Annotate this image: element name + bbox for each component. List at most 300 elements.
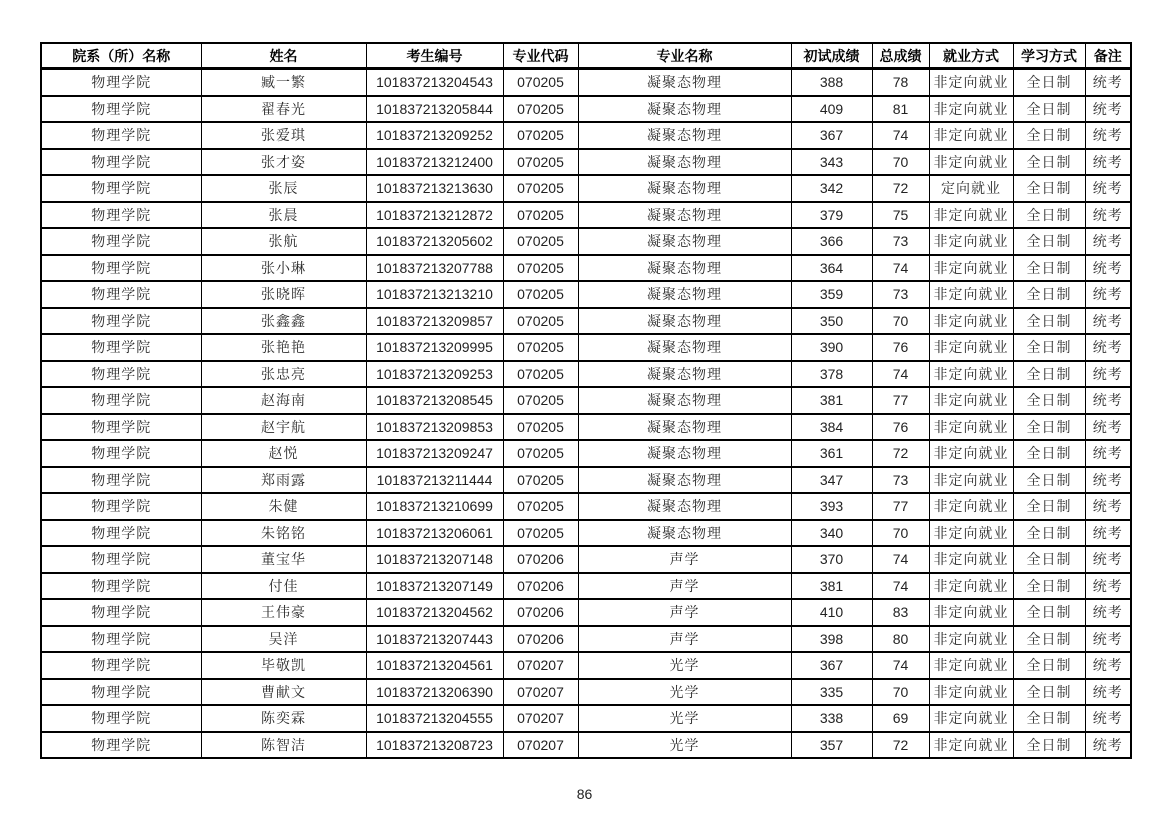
- table-cell: 光学: [578, 652, 791, 679]
- table-cell: 非定向就业: [929, 202, 1013, 229]
- table-cell: 80: [872, 626, 929, 653]
- table-cell: 070206: [503, 599, 578, 626]
- table-cell: 非定向就业: [929, 334, 1013, 361]
- table-row: [41, 69, 1131, 96]
- table-cell: 陈智洁: [201, 732, 366, 759]
- table-cell: 非定向就业: [929, 361, 1013, 388]
- table-cell: 101837213209995: [366, 334, 503, 361]
- table-row: [41, 679, 1131, 706]
- table-cell: 367: [791, 122, 872, 149]
- table-cell: 101837213209857: [366, 308, 503, 335]
- table-row: [41, 520, 1131, 547]
- table-cell: 物理学院: [41, 387, 201, 414]
- table-cell: 101837213207788: [366, 255, 503, 282]
- table-cell: 101837213207443: [366, 626, 503, 653]
- table-cell: 凝聚态物理: [578, 493, 791, 520]
- table-cell: 070207: [503, 705, 578, 732]
- table-cell: 070205: [503, 520, 578, 547]
- table-cell: 声学: [578, 599, 791, 626]
- table-cell: 357: [791, 732, 872, 759]
- table-cell: 070205: [503, 69, 578, 96]
- table-cell: 统考: [1085, 149, 1131, 176]
- table-cell: 物理学院: [41, 149, 201, 176]
- table-cell: 凝聚态物理: [578, 414, 791, 441]
- table-cell: 77: [872, 387, 929, 414]
- table-cell: 声学: [578, 626, 791, 653]
- table-cell: 凝聚态物理: [578, 361, 791, 388]
- table-cell: 74: [872, 255, 929, 282]
- table-cell: 101837213212872: [366, 202, 503, 229]
- table-cell: 付佳: [201, 573, 366, 600]
- table-cell: 76: [872, 414, 929, 441]
- table-row: [41, 281, 1131, 308]
- table-cell: 非定向就业: [929, 467, 1013, 494]
- table-cell: 物理学院: [41, 228, 201, 255]
- table-cell: 全日制: [1013, 228, 1085, 255]
- table-row: [41, 705, 1131, 732]
- table-cell: 全日制: [1013, 414, 1085, 441]
- table-cell: 364: [791, 255, 872, 282]
- table-cell: 张爱琪: [201, 122, 366, 149]
- table-cell: 78: [872, 69, 929, 96]
- table-cell: 070205: [503, 361, 578, 388]
- table-cell: 070205: [503, 440, 578, 467]
- table-cell: 张辰: [201, 175, 366, 202]
- table-cell: 张才姿: [201, 149, 366, 176]
- table-cell: 70: [872, 679, 929, 706]
- table-cell: 统考: [1085, 626, 1131, 653]
- table-cell: 101837213206390: [366, 679, 503, 706]
- table-cell: 全日制: [1013, 467, 1085, 494]
- table-cell: 74: [872, 546, 929, 573]
- table-cell: 070205: [503, 255, 578, 282]
- table-cell: 381: [791, 573, 872, 600]
- table-cell: 张晓晖: [201, 281, 366, 308]
- table-cell: 73: [872, 281, 929, 308]
- table-cell: 吴洋: [201, 626, 366, 653]
- table-cell: 非定向就业: [929, 414, 1013, 441]
- table-cell: 全日制: [1013, 440, 1085, 467]
- table-cell: 统考: [1085, 546, 1131, 573]
- table-cell: 72: [872, 175, 929, 202]
- admissions-table: [40, 42, 1132, 759]
- table-row: [41, 414, 1131, 441]
- table-cell: 非定向就业: [929, 387, 1013, 414]
- table-cell: 凝聚态物理: [578, 228, 791, 255]
- table-header: [41, 43, 1131, 69]
- table-cell: 390: [791, 334, 872, 361]
- column-header: 总成绩: [872, 43, 929, 69]
- table-cell: 非定向就业: [929, 599, 1013, 626]
- table-cell: 70: [872, 308, 929, 335]
- table-cell: 朱铭铭: [201, 520, 366, 547]
- table-cell: 070205: [503, 122, 578, 149]
- table-cell: 物理学院: [41, 255, 201, 282]
- table-cell: 350: [791, 308, 872, 335]
- table-cell: 物理学院: [41, 96, 201, 123]
- table-cell: 全日制: [1013, 69, 1085, 96]
- table-cell: 全日制: [1013, 705, 1085, 732]
- table-cell: 郑雨露: [201, 467, 366, 494]
- table-cell: 物理学院: [41, 467, 201, 494]
- table-cell: 董宝华: [201, 546, 366, 573]
- table-cell: 统考: [1085, 175, 1131, 202]
- table-cell: 74: [872, 573, 929, 600]
- table-cell: 070205: [503, 228, 578, 255]
- table-cell: 张晨: [201, 202, 366, 229]
- table-cell: 赵海南: [201, 387, 366, 414]
- table-cell: 曹献文: [201, 679, 366, 706]
- table-cell: 赵宇航: [201, 414, 366, 441]
- table-row: [41, 228, 1131, 255]
- table-cell: 朱健: [201, 493, 366, 520]
- table-cell: 统考: [1085, 255, 1131, 282]
- table-row: [41, 626, 1131, 653]
- table-row: [41, 546, 1131, 573]
- table-cell: 统考: [1085, 573, 1131, 600]
- table-cell: 统考: [1085, 334, 1131, 361]
- header-row: [41, 43, 1131, 69]
- table-cell: 70: [872, 520, 929, 547]
- table-cell: 统考: [1085, 202, 1131, 229]
- table-row: [41, 202, 1131, 229]
- table-cell: 赵悦: [201, 440, 366, 467]
- table-cell: 物理学院: [41, 732, 201, 759]
- table-cell: 74: [872, 652, 929, 679]
- table-cell: 101837213207148: [366, 546, 503, 573]
- table-cell: 101837213206061: [366, 520, 503, 547]
- table-cell: 统考: [1085, 732, 1131, 759]
- column-header: 学习方式: [1013, 43, 1085, 69]
- table-cell: 物理学院: [41, 599, 201, 626]
- table-cell: 非定向就业: [929, 573, 1013, 600]
- table-cell: 非定向就业: [929, 255, 1013, 282]
- table-cell: 统考: [1085, 705, 1131, 732]
- table-cell: 全日制: [1013, 626, 1085, 653]
- table-cell: 070205: [503, 467, 578, 494]
- table-cell: 370: [791, 546, 872, 573]
- table-cell: 全日制: [1013, 255, 1085, 282]
- table-row: [41, 599, 1131, 626]
- table-cell: 物理学院: [41, 175, 201, 202]
- table-row: [41, 122, 1131, 149]
- table-cell: 定向就业: [929, 175, 1013, 202]
- table-cell: 338: [791, 705, 872, 732]
- table-cell: 72: [872, 732, 929, 759]
- table-cell: 物理学院: [41, 334, 201, 361]
- table-cell: 统考: [1085, 440, 1131, 467]
- table-cell: 统考: [1085, 387, 1131, 414]
- table-cell: 声学: [578, 573, 791, 600]
- table-cell: 光学: [578, 679, 791, 706]
- table-cell: 凝聚态物理: [578, 202, 791, 229]
- table-cell: 101837213208545: [366, 387, 503, 414]
- table-cell: 全日制: [1013, 493, 1085, 520]
- table-cell: 全日制: [1013, 546, 1085, 573]
- table-cell: 统考: [1085, 308, 1131, 335]
- table-cell: 统考: [1085, 228, 1131, 255]
- table-cell: 物理学院: [41, 202, 201, 229]
- table-cell: 379: [791, 202, 872, 229]
- table-cell: 物理学院: [41, 414, 201, 441]
- table-cell: 张小琳: [201, 255, 366, 282]
- table-cell: 统考: [1085, 414, 1131, 441]
- table-cell: 全日制: [1013, 652, 1085, 679]
- table-cell: 全日制: [1013, 308, 1085, 335]
- table-cell: 070205: [503, 387, 578, 414]
- table-cell: 75: [872, 202, 929, 229]
- table-cell: 101837213204561: [366, 652, 503, 679]
- table-cell: 388: [791, 69, 872, 96]
- table-cell: 384: [791, 414, 872, 441]
- table-cell: 非定向就业: [929, 228, 1013, 255]
- table-cell: 77: [872, 493, 929, 520]
- column-header: 专业代码: [503, 43, 578, 69]
- table-cell: 070207: [503, 652, 578, 679]
- column-header: 院系（所）名称: [41, 43, 201, 69]
- table-cell: 物理学院: [41, 122, 201, 149]
- table-cell: 非定向就业: [929, 122, 1013, 149]
- table-cell: 101837213204562: [366, 599, 503, 626]
- table-cell: 物理学院: [41, 679, 201, 706]
- table-cell: 声学: [578, 546, 791, 573]
- table-cell: 全日制: [1013, 520, 1085, 547]
- table-cell: 73: [872, 467, 929, 494]
- table-cell: 070205: [503, 414, 578, 441]
- table-row: [41, 96, 1131, 123]
- table-cell: 统考: [1085, 361, 1131, 388]
- table-cell: 070206: [503, 573, 578, 600]
- table-cell: 张忠亮: [201, 361, 366, 388]
- table-cell: 凝聚态物理: [578, 175, 791, 202]
- table-cell: 统考: [1085, 652, 1131, 679]
- table-cell: 物理学院: [41, 361, 201, 388]
- table-cell: 统考: [1085, 122, 1131, 149]
- table-cell: 非定向就业: [929, 281, 1013, 308]
- table-row: [41, 308, 1131, 335]
- table-row: [41, 175, 1131, 202]
- table-row: [41, 334, 1131, 361]
- table-cell: 非定向就业: [929, 440, 1013, 467]
- table-cell: 凝聚态物理: [578, 440, 791, 467]
- table-cell: 凝聚态物理: [578, 69, 791, 96]
- table-cell: 物理学院: [41, 546, 201, 573]
- table-cell: 凝聚态物理: [578, 281, 791, 308]
- table-cell: 全日制: [1013, 96, 1085, 123]
- column-header: 初试成绩: [791, 43, 872, 69]
- table-cell: 全日制: [1013, 732, 1085, 759]
- table-cell: 101837213207149: [366, 573, 503, 600]
- table-cell: 69: [872, 705, 929, 732]
- table-cell: 74: [872, 361, 929, 388]
- table-cell: 全日制: [1013, 387, 1085, 414]
- table-cell: 物理学院: [41, 69, 201, 96]
- table-cell: 398: [791, 626, 872, 653]
- column-header: 就业方式: [929, 43, 1013, 69]
- table-cell: 凝聚态物理: [578, 255, 791, 282]
- table-row: [41, 149, 1131, 176]
- column-header: 备注: [1085, 43, 1131, 69]
- table-cell: 非定向就业: [929, 96, 1013, 123]
- table-cell: 101837213208723: [366, 732, 503, 759]
- table-cell: 物理学院: [41, 573, 201, 600]
- table-cell: 070205: [503, 175, 578, 202]
- table-cell: 347: [791, 467, 872, 494]
- table-cell: 凝聚态物理: [578, 467, 791, 494]
- table-cell: 070207: [503, 732, 578, 759]
- table-cell: 全日制: [1013, 334, 1085, 361]
- table-cell: 101837213209853: [366, 414, 503, 441]
- table-cell: 343: [791, 149, 872, 176]
- table-row: [41, 255, 1131, 282]
- table-cell: 物理学院: [41, 520, 201, 547]
- table-cell: 73: [872, 228, 929, 255]
- table-row: [41, 573, 1131, 600]
- table-cell: 张鑫鑫: [201, 308, 366, 335]
- table-cell: 101837213205844: [366, 96, 503, 123]
- table-cell: 统考: [1085, 96, 1131, 123]
- table-cell: 凝聚态物理: [578, 149, 791, 176]
- table-cell: 342: [791, 175, 872, 202]
- table-cell: 全日制: [1013, 599, 1085, 626]
- table-cell: 070205: [503, 96, 578, 123]
- table-row: [41, 652, 1131, 679]
- table-row: [41, 387, 1131, 414]
- table-cell: 070205: [503, 334, 578, 361]
- table-cell: 全日制: [1013, 573, 1085, 600]
- table-cell: 光学: [578, 705, 791, 732]
- table-cell: 101837213205602: [366, 228, 503, 255]
- table-cell: 81: [872, 96, 929, 123]
- table-cell: 070206: [503, 546, 578, 573]
- table-cell: 陈奕霖: [201, 705, 366, 732]
- table-cell: 070205: [503, 149, 578, 176]
- table-cell: 全日制: [1013, 281, 1085, 308]
- table-cell: 101837213204555: [366, 705, 503, 732]
- table-cell: 101837213213210: [366, 281, 503, 308]
- table-cell: 张航: [201, 228, 366, 255]
- table-cell: 光学: [578, 732, 791, 759]
- table-cell: 全日制: [1013, 202, 1085, 229]
- table-cell: 统考: [1085, 520, 1131, 547]
- table-cell: 物理学院: [41, 308, 201, 335]
- table-cell: 378: [791, 361, 872, 388]
- table-cell: 张艳艳: [201, 334, 366, 361]
- table-cell: 070205: [503, 493, 578, 520]
- table-cell: 物理学院: [41, 652, 201, 679]
- table-cell: 物理学院: [41, 626, 201, 653]
- table-cell: 76: [872, 334, 929, 361]
- table-cell: 非定向就业: [929, 732, 1013, 759]
- table-cell: 全日制: [1013, 361, 1085, 388]
- table-cell: 非定向就业: [929, 149, 1013, 176]
- table-cell: 毕敬凯: [201, 652, 366, 679]
- table-cell: 非定向就业: [929, 705, 1013, 732]
- table-cell: 409: [791, 96, 872, 123]
- table-cell: 统考: [1085, 281, 1131, 308]
- table-cell: 物理学院: [41, 705, 201, 732]
- table-cell: 070207: [503, 679, 578, 706]
- table-cell: 全日制: [1013, 149, 1085, 176]
- table-cell: 101837213209247: [366, 440, 503, 467]
- table-cell: 70: [872, 149, 929, 176]
- column-header: 考生编号: [366, 43, 503, 69]
- table-cell: 361: [791, 440, 872, 467]
- table-cell: 统考: [1085, 467, 1131, 494]
- table-cell: 非定向就业: [929, 652, 1013, 679]
- table-cell: 非定向就业: [929, 69, 1013, 96]
- table-cell: 367: [791, 652, 872, 679]
- table-cell: 非定向就业: [929, 679, 1013, 706]
- table-cell: 366: [791, 228, 872, 255]
- table-cell: 393: [791, 493, 872, 520]
- table-cell: 340: [791, 520, 872, 547]
- table-cell: 101837213209252: [366, 122, 503, 149]
- table-cell: 非定向就业: [929, 626, 1013, 653]
- table-cell: 72: [872, 440, 929, 467]
- table-cell: 070205: [503, 308, 578, 335]
- table-cell: 王伟豪: [201, 599, 366, 626]
- table-cell: 335: [791, 679, 872, 706]
- table-cell: 070205: [503, 281, 578, 308]
- table-cell: 统考: [1085, 69, 1131, 96]
- table-row: [41, 361, 1131, 388]
- table-cell: 101837213210699: [366, 493, 503, 520]
- table-cell: 83: [872, 599, 929, 626]
- column-header: 专业名称: [578, 43, 791, 69]
- page-number: 86: [576, 786, 593, 802]
- table-cell: 非定向就业: [929, 493, 1013, 520]
- table-cell: 101837213204543: [366, 69, 503, 96]
- table-cell: 非定向就业: [929, 546, 1013, 573]
- table-cell: 101837213212400: [366, 149, 503, 176]
- table-cell: 74: [872, 122, 929, 149]
- table-cell: 101837213213630: [366, 175, 503, 202]
- table-cell: 410: [791, 599, 872, 626]
- table-cell: 359: [791, 281, 872, 308]
- table-cell: 非定向就业: [929, 308, 1013, 335]
- table-cell: 非定向就业: [929, 520, 1013, 547]
- table-cell: 物理学院: [41, 493, 201, 520]
- table-cell: 凝聚态物理: [578, 308, 791, 335]
- table-cell: 070206: [503, 626, 578, 653]
- table-body: [41, 69, 1131, 759]
- table-cell: 凝聚态物理: [578, 96, 791, 123]
- table-cell: 101837213209253: [366, 361, 503, 388]
- table-cell: 凝聚态物理: [578, 387, 791, 414]
- table-row: [41, 440, 1131, 467]
- table-cell: 凝聚态物理: [578, 520, 791, 547]
- table-row: [41, 493, 1131, 520]
- table-row: [41, 467, 1131, 494]
- table-cell: 070205: [503, 202, 578, 229]
- table-cell: 统考: [1085, 493, 1131, 520]
- table-cell: 381: [791, 387, 872, 414]
- table-cell: 物理学院: [41, 440, 201, 467]
- table-cell: 统考: [1085, 679, 1131, 706]
- table-cell: 101837213211444: [366, 467, 503, 494]
- table-cell: 全日制: [1013, 175, 1085, 202]
- table-row: [41, 732, 1131, 759]
- table-cell: 凝聚态物理: [578, 334, 791, 361]
- table-cell: 翟春光: [201, 96, 366, 123]
- table-cell: 全日制: [1013, 679, 1085, 706]
- table-cell: 物理学院: [41, 281, 201, 308]
- column-header: 姓名: [201, 43, 366, 69]
- table-cell: 凝聚态物理: [578, 122, 791, 149]
- table-cell: 全日制: [1013, 122, 1085, 149]
- table-cell: 臧一繁: [201, 69, 366, 96]
